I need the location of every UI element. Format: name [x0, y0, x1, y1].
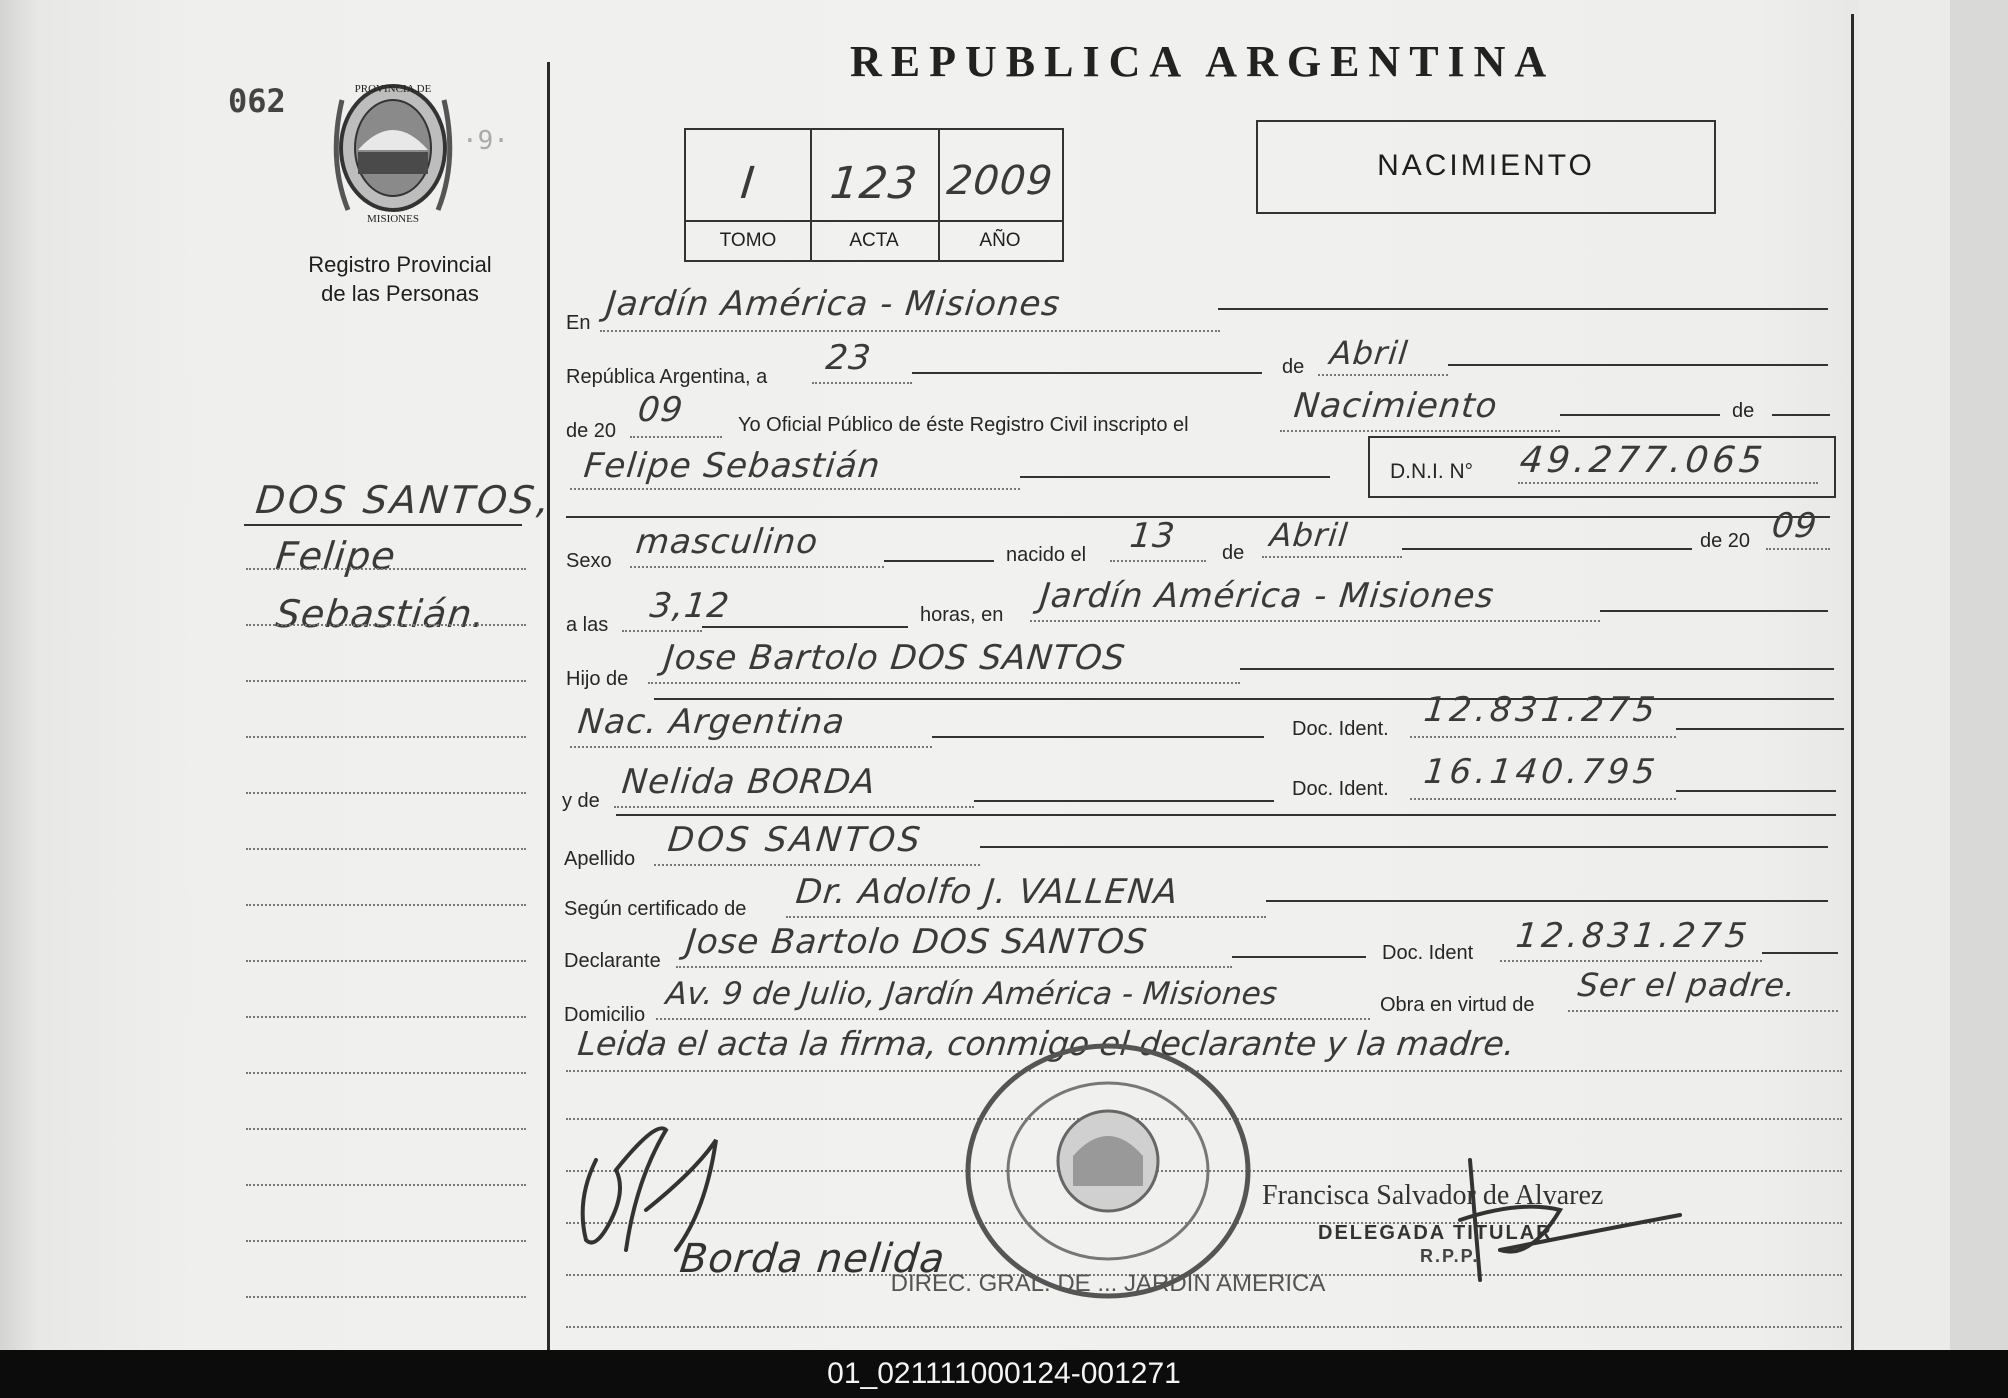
- hour-solid-line: [702, 626, 908, 628]
- hijo-label: Hijo de: [566, 668, 629, 690]
- month-value: Abril: [1328, 334, 1411, 372]
- mother-separator: [616, 814, 1836, 816]
- certificado-solid-line: [1266, 900, 1828, 902]
- de20-label2: de 20: [1700, 530, 1751, 552]
- month-solid-line: [1448, 364, 1828, 366]
- record-type-box: NACIMIENTO: [1256, 120, 1716, 214]
- apellido-solid-line: [980, 846, 1828, 848]
- margin-ruled-line: [246, 1240, 526, 1242]
- inscripto-solid-line: [1560, 414, 1720, 416]
- margin-ruled-line: [246, 792, 526, 794]
- apellido-label: Apellido: [564, 848, 636, 870]
- margin-name1: Felipe: [273, 534, 399, 578]
- name-dotted-line: [570, 488, 1020, 490]
- day-solid-line: [912, 372, 1262, 374]
- day-dotted-line: [812, 382, 912, 384]
- mother-solid-line: [974, 800, 1274, 802]
- declarante-dotted-line: [676, 966, 1232, 968]
- de-label2: de: [1732, 400, 1755, 422]
- country-title: REPUBLICA ARGENTINA: [850, 37, 1556, 86]
- father-doc: 12.831.275: [1421, 690, 1661, 730]
- doc-label2: Doc. Ident.: [1292, 778, 1389, 800]
- margin-ruled-line: [246, 1072, 526, 1074]
- mother-doc-dotted-line: [1410, 798, 1676, 800]
- de20-label: de 20: [566, 420, 617, 442]
- declarante-solid-line: [1232, 956, 1366, 958]
- sexo-dotted-line: [630, 566, 884, 568]
- mother-dotted-line: [614, 806, 974, 808]
- father-solid-line: [1240, 668, 1834, 670]
- seal-bottom-text: MISIONES: [367, 213, 419, 225]
- father-doc-solid-line: [1676, 728, 1844, 730]
- sexo-label: Sexo: [566, 550, 612, 572]
- month-dotted-line: [1318, 374, 1448, 376]
- sexo-solid-line: [884, 560, 994, 562]
- margin-ruled-line: [246, 1128, 526, 1130]
- document-id-bar: 01_021111000124-001271: [0, 1350, 2008, 1398]
- page-right-margin: [1858, 0, 1950, 1350]
- nacido-label: nacido el: [1006, 544, 1087, 566]
- yde-label: y de: [562, 790, 600, 812]
- certificado-dotted-line: [786, 916, 1266, 918]
- de-label3: de: [1222, 542, 1245, 564]
- birth-year-dotted-line: [1766, 548, 1830, 550]
- doc-label3: Doc. Ident: [1382, 942, 1474, 964]
- margin-ruled-line: [246, 960, 526, 962]
- declarante-value: Jose Bartolo DOS SANTOS: [683, 922, 1150, 962]
- hour-value: 3,12: [647, 586, 732, 626]
- certificado-value: Dr. Adolfo J. VALLENA: [793, 872, 1181, 912]
- margin-ruled-line: [246, 568, 526, 570]
- apellido-value: DOS SANTOS: [665, 820, 925, 860]
- margin-underline: [244, 524, 522, 526]
- domicilio-label: Domicilio: [564, 1004, 646, 1026]
- record-number-box: [684, 128, 1064, 262]
- en-dotted-line: [600, 330, 1220, 332]
- official-stamp-icon: [890, 1036, 1326, 1306]
- registry-name: [268, 250, 532, 308]
- section-separator-1: [566, 516, 1830, 518]
- ano-value: 2009: [944, 158, 1056, 204]
- domicilio-dotted-line: [656, 1018, 1370, 1020]
- father-dotted-line: [648, 682, 1240, 684]
- official-title: DELEGADA TITULAR: [1318, 1222, 1553, 1244]
- tomo-cell: [686, 130, 812, 260]
- birth-year: 09: [1769, 506, 1820, 546]
- birth-month: Abril: [1268, 516, 1351, 554]
- father-nationality: Nac. Argentina: [575, 702, 848, 742]
- de-label: de: [1282, 356, 1305, 378]
- registry-line2: de las Personas: [321, 281, 479, 306]
- dni-label: D.N.I. N°: [1390, 460, 1474, 483]
- hour-dotted-line: [622, 630, 702, 632]
- apellido-dotted-line: [654, 864, 980, 866]
- birth-month-dotted-line: [1262, 556, 1402, 558]
- birth-day-dotted-line: [1110, 560, 1206, 562]
- inscripto-dotted-line: [1280, 430, 1560, 432]
- doc-label: Doc. Ident.: [1292, 718, 1389, 740]
- obra-label: Obra en virtud de: [1380, 994, 1535, 1016]
- mother-doc-solid-line: [1676, 790, 1836, 792]
- alas-label: a las: [566, 614, 609, 636]
- mother-doc: 16.140.795: [1421, 752, 1661, 792]
- signature-ruled-line: [566, 1326, 1842, 1328]
- place-value: Jardín América - Misiones: [1037, 576, 1497, 616]
- margin-ruled-line: [246, 680, 526, 682]
- stamp-text: DIREC. GRAL. DE ... JARDIN AMERICA: [890, 1270, 1326, 1297]
- father-value: Jose Bartolo DOS SANTOS: [661, 638, 1128, 678]
- margin-name2: Sebastián.: [273, 592, 488, 636]
- birth-month-solid-line: [1402, 548, 1692, 550]
- inscripto-value: Nacimiento: [1291, 386, 1500, 426]
- declarante-doc: 12.831.275: [1513, 916, 1753, 956]
- registry-line1: Registro Provincial: [308, 252, 492, 277]
- mother-signature: Borda nelida: [677, 1236, 948, 1282]
- margin-ruled-line: [246, 1296, 526, 1298]
- de2-solid-line: [1772, 414, 1830, 416]
- declarante-doc-dotted-line: [1500, 960, 1762, 962]
- margin-ruled-line: [246, 1016, 526, 1018]
- declarante-label: Declarante: [564, 950, 661, 972]
- acta-label: ACTA: [810, 220, 938, 260]
- en-value: Jardín América - Misiones: [603, 284, 1063, 324]
- margin-ruled-line: [246, 904, 526, 906]
- right-border: [1851, 14, 1854, 1350]
- column-divider: [547, 62, 550, 1350]
- dni-value: 49.277.065: [1517, 440, 1769, 481]
- year-value: 09: [635, 390, 686, 430]
- dni-box: [1368, 436, 1836, 498]
- en-label: En: [566, 312, 591, 334]
- domicilio-value: Av. 9 de Julio, Jardín América - Misiones: [664, 976, 1279, 1012]
- en-solid-line: [1218, 308, 1828, 310]
- day-value: 23: [823, 338, 874, 378]
- year-dotted-line: [630, 436, 722, 438]
- mother-value: Nelida BORDA: [619, 762, 878, 802]
- acta-cell: [810, 130, 940, 260]
- declarante-doc-solid-line: [1762, 952, 1838, 954]
- republica-label: República Argentina, a: [566, 366, 768, 388]
- margin-ruled-line: [246, 736, 526, 738]
- page-number: 062: [228, 82, 286, 120]
- margin-ruled-line: [246, 1184, 526, 1186]
- margin-ruled-line: [246, 624, 526, 626]
- provincial-seal-icon: [328, 70, 458, 230]
- oficial-text: Yo Oficial Público de éste Registro Civil inscripto el: [738, 414, 1189, 436]
- father-nat-dotted-line: [570, 746, 932, 748]
- tomo-label: TOMO: [686, 220, 810, 260]
- official-signature-icon: [1440, 1140, 1700, 1290]
- father-doc-dotted-line: [1410, 736, 1676, 738]
- ano-cell: [938, 130, 1062, 260]
- sexo-value: masculino: [633, 522, 821, 562]
- father-nat-solid-line: [932, 736, 1264, 738]
- place-dotted-line: [1030, 620, 1600, 622]
- margin-ruled-line: [246, 848, 526, 850]
- official-office: R.P.P.: [1420, 1246, 1480, 1266]
- obra-value: Ser el padre.: [1576, 966, 1799, 1004]
- horas-label: horas, en: [920, 604, 1004, 626]
- name-value: Felipe Sebastián: [581, 446, 883, 486]
- name-solid-line: [1020, 476, 1330, 478]
- obra-dotted-line: [1568, 1010, 1838, 1012]
- birth-day: 13: [1127, 516, 1178, 556]
- acta-value: 123: [827, 158, 921, 209]
- official-name: Francisca Salvador de Alvarez: [1262, 1180, 1604, 1211]
- dni-dotted-line: [1518, 482, 1818, 484]
- certificado-label: Según certificado de: [564, 898, 747, 920]
- closing-statement: Leida el acta la firma, conmigo el declarante y la madre.: [575, 1024, 1517, 1063]
- ano-label: AÑO: [938, 220, 1062, 260]
- margin-surname: DOS SANTOS,: [253, 478, 555, 522]
- place-solid-line: [1600, 610, 1828, 612]
- faint-stamp-number: ·9·: [462, 126, 509, 156]
- seal-top-text: PROVINCIA DE: [354, 83, 432, 95]
- tomo-value: I: [738, 158, 758, 209]
